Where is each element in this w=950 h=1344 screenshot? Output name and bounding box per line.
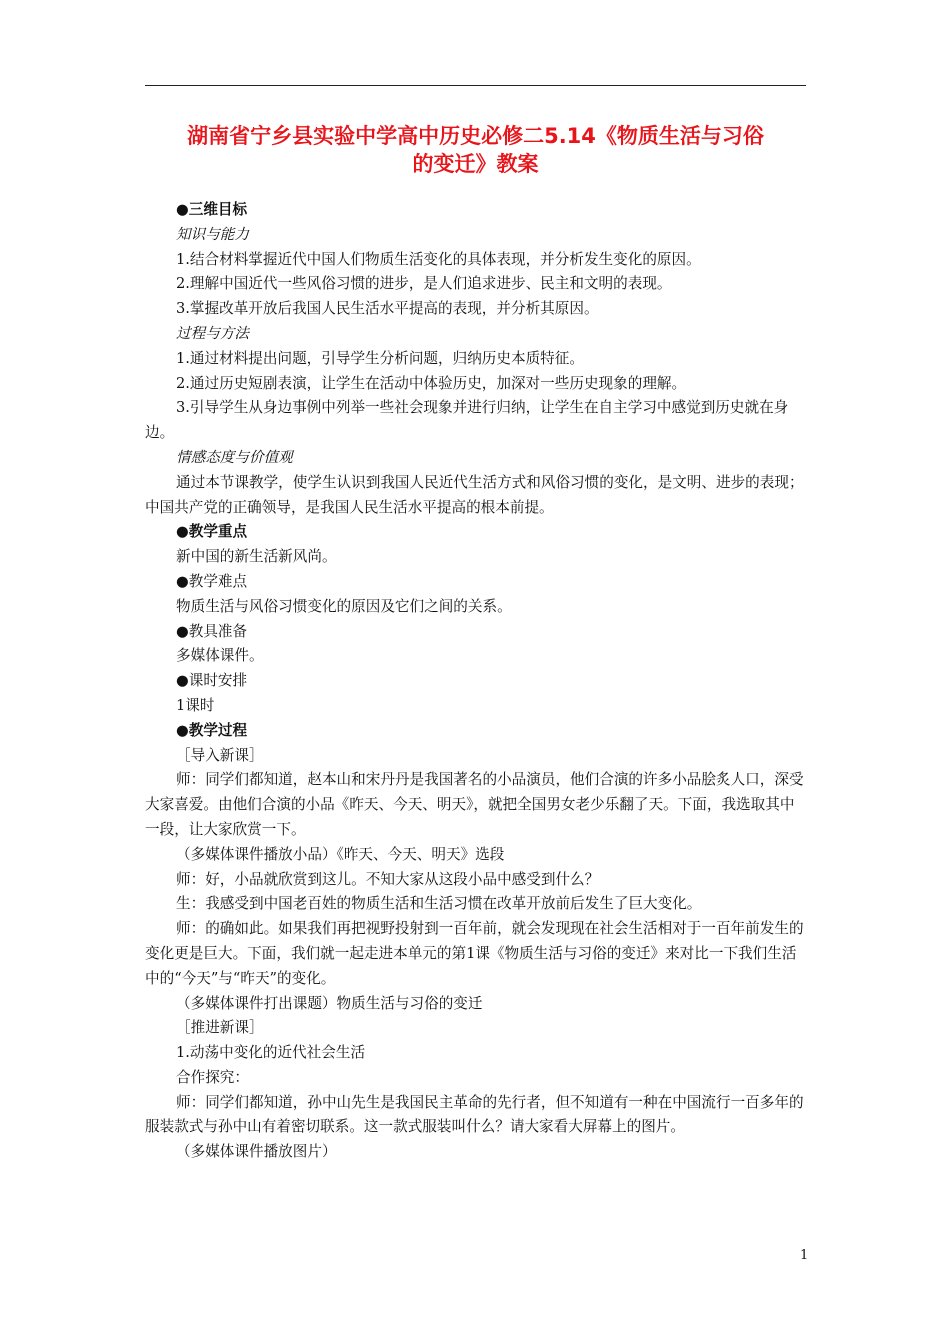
list-item: 1.通过材料提出问题，引导学生分析问题，归纳历史本质特征。 <box>176 349 584 367</box>
goals-heading: ●三维目标 <box>176 201 248 218</box>
teaching-process-heading: ●教学过程 <box>176 721 248 739</box>
list-item: 3.引导学生从身边事例中列举一些社会现象并进行归纳，让学生在自主学习中感觉到历史就在身边。 <box>145 399 789 442</box>
title-line-2: 的变迁》教案 <box>412 152 539 176</box>
knowledge-heading: 知识与能力 <box>176 225 249 243</box>
difficulty-heading: ●教学难点 <box>176 572 248 590</box>
tools-heading: ●教具准备 <box>176 622 248 640</box>
paragraph: 师：同学们都知道，赵本山和宋丹丹是我国著名的小品演员，他们合演的许多小品脍炙人口，深受大家喜爱。由他们合演的小品《昨天、今天、明天》，就把全国男女老少乐翻了天。下面，我选取其中一段，让大家欣赏一下。 <box>145 771 804 838</box>
paragraph: （多媒体课件播放图片） <box>176 1143 337 1161</box>
time-heading: ●课时安排 <box>176 672 248 690</box>
process-heading: 过程与方法 <box>176 324 249 342</box>
paragraph: （多媒体课件打出课题）物质生活与习俗的变迁 <box>176 994 483 1012</box>
time-text: 1课时 <box>176 696 215 714</box>
paragraph: 师：好，小品就欣赏到这儿。不知大家从这段小品中感受到什么？ <box>176 870 600 888</box>
paragraph: 师：同学们都知道，孙中山先生是我国民主革命的先行者，但不知道有一种在中国流行一百多年的服装款式与孙中山有着密切联系。这一款式服装叫什么？请大家看大屏幕上的图片。 <box>145 1093 804 1136</box>
emotion-heading: 情感态度与价值观 <box>176 448 293 466</box>
paragraph: （多媒体课件播放小品）《昨天、今天、明天》选段 <box>176 845 505 863</box>
list-item: 2.通过历史短剧表演，让学生在活动中体验历史，加深对一些历史现象的理解。 <box>176 374 687 392</box>
difficulty-text: 物质生活与风俗习惯变化的原因及它们之间的关系。 <box>176 597 512 615</box>
paragraph: 师：的确如此。如果我们再把视野投射到一百年前，就会发现现在社会生活相对于一百年前发生的变化更是巨大。下面，我们就一起走进本单元的第1课《物质生活与习俗的变迁》来对比一下我们生活中的“今天”与“昨天”的变化。 <box>145 920 804 987</box>
list-item: 3.掌握改革开放后我国人民生活水平提高的表现，并分析其原因。 <box>176 300 599 318</box>
document-body <box>145 198 806 1165</box>
advance-bracket-heading: ［推进新课］ <box>176 1019 264 1037</box>
focus-heading: ●教学重点 <box>176 523 248 541</box>
title-line-1: 湖南省宁乡县实验中学高中历史必修二5.14《物质生活与习俗 <box>187 124 764 148</box>
focus-text: 新中国的新生活新风尚。 <box>176 548 337 566</box>
intro-bracket-heading: ［导入新课］ <box>176 746 264 764</box>
emotion-paragraph: 通过本节课教学，使学生认识到我国人民近代生活方式和风俗习惯的变化，是文明、进步的表现；中国共产党的正确领导，是我国人民生活水平提高的根本前提。 <box>145 473 804 516</box>
list-item: 1.结合材料掌握近代中国人们物质生活变化的具体表现，并分析发生变化的原因。 <box>176 250 701 268</box>
paragraph: 生：我感受到中国老百姓的物质生活和生活习惯在改革开放前后发生了巨大变化。 <box>176 895 702 913</box>
tools-text: 多媒体课件。 <box>176 647 264 665</box>
page-number: 1 <box>800 1248 809 1263</box>
header-rule <box>145 85 806 86</box>
list-item: 2.理解中国近代一些风俗习惯的进步，是人们追求进步、民主和文明的表现。 <box>176 275 672 293</box>
paragraph: 合作探究： <box>176 1068 249 1086</box>
document-title <box>145 122 806 178</box>
paragraph: 1.动荡中变化的近代社会生活 <box>176 1044 366 1062</box>
